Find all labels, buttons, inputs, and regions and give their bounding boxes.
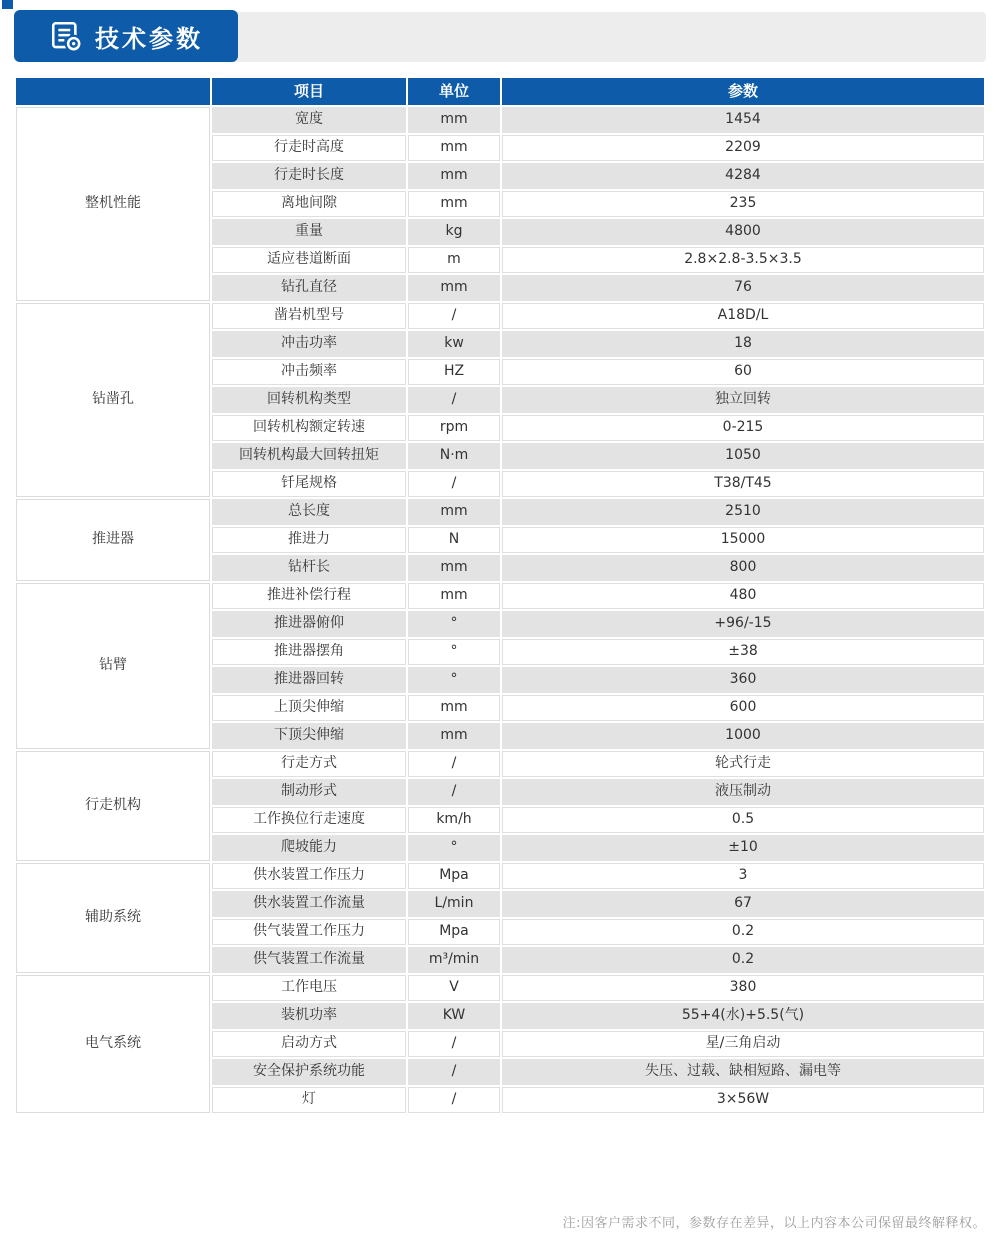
title-badge bbox=[14, 10, 238, 62]
value-cell: ±10 bbox=[502, 835, 984, 861]
item-cell: 回转机构额定转速 bbox=[212, 415, 406, 441]
value-cell: 3×56W bbox=[502, 1087, 984, 1113]
item-cell: 宽度 bbox=[212, 107, 406, 133]
value-cell: 1000 bbox=[502, 723, 984, 749]
corner-accent bbox=[2, 0, 13, 9]
item-cell: 回转机构最大回转扭矩 bbox=[212, 443, 406, 469]
item-cell: 钎尾规格 bbox=[212, 471, 406, 497]
item-cell: 行走方式 bbox=[212, 751, 406, 777]
item-cell: 回转机构类型 bbox=[212, 387, 406, 413]
item-cell: 行走时高度 bbox=[212, 135, 406, 161]
value-cell: 失压、过载、缺相短路、漏电等 bbox=[502, 1059, 984, 1085]
value-cell: 60 bbox=[502, 359, 984, 385]
value-cell: 0-215 bbox=[502, 415, 984, 441]
value-cell: 800 bbox=[502, 555, 984, 581]
item-cell: 工作电压 bbox=[212, 975, 406, 1001]
unit-cell: V bbox=[408, 975, 500, 1001]
spec-table bbox=[14, 76, 986, 1115]
item-cell: 灯 bbox=[212, 1087, 406, 1113]
unit-cell: m bbox=[408, 247, 500, 273]
unit-cell: mm bbox=[408, 723, 500, 749]
value-cell: 1454 bbox=[502, 107, 984, 133]
item-cell: 行走时长度 bbox=[212, 163, 406, 189]
item-cell: 冲击功率 bbox=[212, 331, 406, 357]
footer-note: 注:因客户需求不同，参数存在差异，以上内容本公司保留最终解释权。 bbox=[562, 1216, 986, 1231]
table-row bbox=[16, 303, 984, 329]
value-cell: 380 bbox=[502, 975, 984, 1001]
value-cell: 15000 bbox=[502, 527, 984, 553]
unit-cell: Mpa bbox=[408, 919, 500, 945]
group-cell: 辅助系统 bbox=[16, 863, 210, 973]
item-cell: 工作换位行走速度 bbox=[212, 807, 406, 833]
item-cell: 供水装置工作流量 bbox=[212, 891, 406, 917]
value-cell: 0.2 bbox=[502, 947, 984, 973]
value-cell: ±38 bbox=[502, 639, 984, 665]
unit-cell: mm bbox=[408, 695, 500, 721]
value-cell: 480 bbox=[502, 583, 984, 609]
unit-cell: m³/min bbox=[408, 947, 500, 973]
unit-cell: rpm bbox=[408, 415, 500, 441]
item-cell: 上顶尖伸缩 bbox=[212, 695, 406, 721]
page-title: 技术参数 bbox=[95, 24, 203, 53]
item-cell: 钻孔直径 bbox=[212, 275, 406, 301]
item-cell: 供气装置工作流量 bbox=[212, 947, 406, 973]
unit-cell: ° bbox=[408, 835, 500, 861]
item-cell: 推进器摆角 bbox=[212, 639, 406, 665]
unit-cell: / bbox=[408, 751, 500, 777]
item-cell: 供气装置工作压力 bbox=[212, 919, 406, 945]
value-cell: 600 bbox=[502, 695, 984, 721]
spec-sheet-icon bbox=[49, 19, 83, 53]
item-cell: 启动方式 bbox=[212, 1031, 406, 1057]
table-row bbox=[16, 583, 984, 609]
group-cell: 钻凿孔 bbox=[16, 303, 210, 497]
item-cell: 供水装置工作压力 bbox=[212, 863, 406, 889]
value-cell: 2510 bbox=[502, 499, 984, 525]
unit-cell: kw bbox=[408, 331, 500, 357]
value-cell: T38/T45 bbox=[502, 471, 984, 497]
unit-cell: mm bbox=[408, 275, 500, 301]
item-cell: 爬坡能力 bbox=[212, 835, 406, 861]
unit-cell: mm bbox=[408, 163, 500, 189]
value-cell: 4284 bbox=[502, 163, 984, 189]
table-row bbox=[16, 863, 984, 889]
item-cell: 推进器回转 bbox=[212, 667, 406, 693]
column-header-unit: 单位 bbox=[408, 78, 500, 105]
table-row bbox=[16, 107, 984, 133]
unit-cell: L/min bbox=[408, 891, 500, 917]
value-cell: 独立回转 bbox=[502, 387, 984, 413]
unit-cell: / bbox=[408, 303, 500, 329]
unit-cell: mm bbox=[408, 135, 500, 161]
item-cell: 重量 bbox=[212, 219, 406, 245]
unit-cell: / bbox=[408, 1087, 500, 1113]
unit-cell: ° bbox=[408, 611, 500, 637]
unit-cell: mm bbox=[408, 555, 500, 581]
unit-cell: Mpa bbox=[408, 863, 500, 889]
table-row bbox=[16, 499, 984, 525]
item-cell: 安全保护系统功能 bbox=[212, 1059, 406, 1085]
value-cell: 0.2 bbox=[502, 919, 984, 945]
value-cell: A18D/L bbox=[502, 303, 984, 329]
item-cell: 下顶尖伸缩 bbox=[212, 723, 406, 749]
value-cell: 1050 bbox=[502, 443, 984, 469]
value-cell: 76 bbox=[502, 275, 984, 301]
value-cell: 液压制动 bbox=[502, 779, 984, 805]
value-cell: +96/-15 bbox=[502, 611, 984, 637]
unit-cell: mm bbox=[408, 583, 500, 609]
value-cell: 轮式行走 bbox=[502, 751, 984, 777]
group-cell: 钻臂 bbox=[16, 583, 210, 749]
item-cell: 推进器俯仰 bbox=[212, 611, 406, 637]
unit-cell: N·m bbox=[408, 443, 500, 469]
group-cell: 电气系统 bbox=[16, 975, 210, 1113]
column-header-value: 参数 bbox=[502, 78, 984, 105]
item-cell: 离地间隙 bbox=[212, 191, 406, 217]
item-cell: 总长度 bbox=[212, 499, 406, 525]
unit-cell: ° bbox=[408, 667, 500, 693]
item-cell: 凿岩机型号 bbox=[212, 303, 406, 329]
item-cell: 推进力 bbox=[212, 527, 406, 553]
value-cell: 55+4(水)+5.5(气) bbox=[502, 1003, 984, 1029]
value-cell: 2.8×2.8-3.5×3.5 bbox=[502, 247, 984, 273]
item-cell: 制动形式 bbox=[212, 779, 406, 805]
value-cell: 235 bbox=[502, 191, 984, 217]
unit-cell: ° bbox=[408, 639, 500, 665]
unit-cell: N bbox=[408, 527, 500, 553]
unit-cell: / bbox=[408, 779, 500, 805]
unit-cell: mm bbox=[408, 191, 500, 217]
table-row bbox=[16, 975, 984, 1001]
unit-cell: / bbox=[408, 1031, 500, 1057]
unit-cell: kg bbox=[408, 219, 500, 245]
value-cell: 0.5 bbox=[502, 807, 984, 833]
column-header-item: 项目 bbox=[212, 78, 406, 105]
value-cell: 67 bbox=[502, 891, 984, 917]
unit-cell: / bbox=[408, 471, 500, 497]
unit-cell: KW bbox=[408, 1003, 500, 1029]
item-cell: 钻杆长 bbox=[212, 555, 406, 581]
value-cell: 18 bbox=[502, 331, 984, 357]
unit-cell: HZ bbox=[408, 359, 500, 385]
column-header-group bbox=[16, 78, 210, 105]
value-cell: 360 bbox=[502, 667, 984, 693]
value-cell: 3 bbox=[502, 863, 984, 889]
value-cell: 2209 bbox=[502, 135, 984, 161]
value-cell: 4800 bbox=[502, 219, 984, 245]
value-cell: 星/三角启动 bbox=[502, 1031, 984, 1057]
table-row bbox=[16, 751, 984, 777]
unit-cell: km/h bbox=[408, 807, 500, 833]
item-cell: 冲击频率 bbox=[212, 359, 406, 385]
table-header bbox=[16, 78, 984, 105]
unit-cell: mm bbox=[408, 107, 500, 133]
table-body bbox=[16, 107, 984, 1113]
unit-cell: / bbox=[408, 387, 500, 413]
unit-cell: / bbox=[408, 1059, 500, 1085]
item-cell: 装机功率 bbox=[212, 1003, 406, 1029]
item-cell: 适应巷道断面 bbox=[212, 247, 406, 273]
group-cell: 行走机构 bbox=[16, 751, 210, 861]
header-row bbox=[16, 78, 984, 105]
group-cell: 推进器 bbox=[16, 499, 210, 581]
item-cell: 推进补偿行程 bbox=[212, 583, 406, 609]
unit-cell: mm bbox=[408, 499, 500, 525]
group-cell: 整机性能 bbox=[16, 107, 210, 301]
